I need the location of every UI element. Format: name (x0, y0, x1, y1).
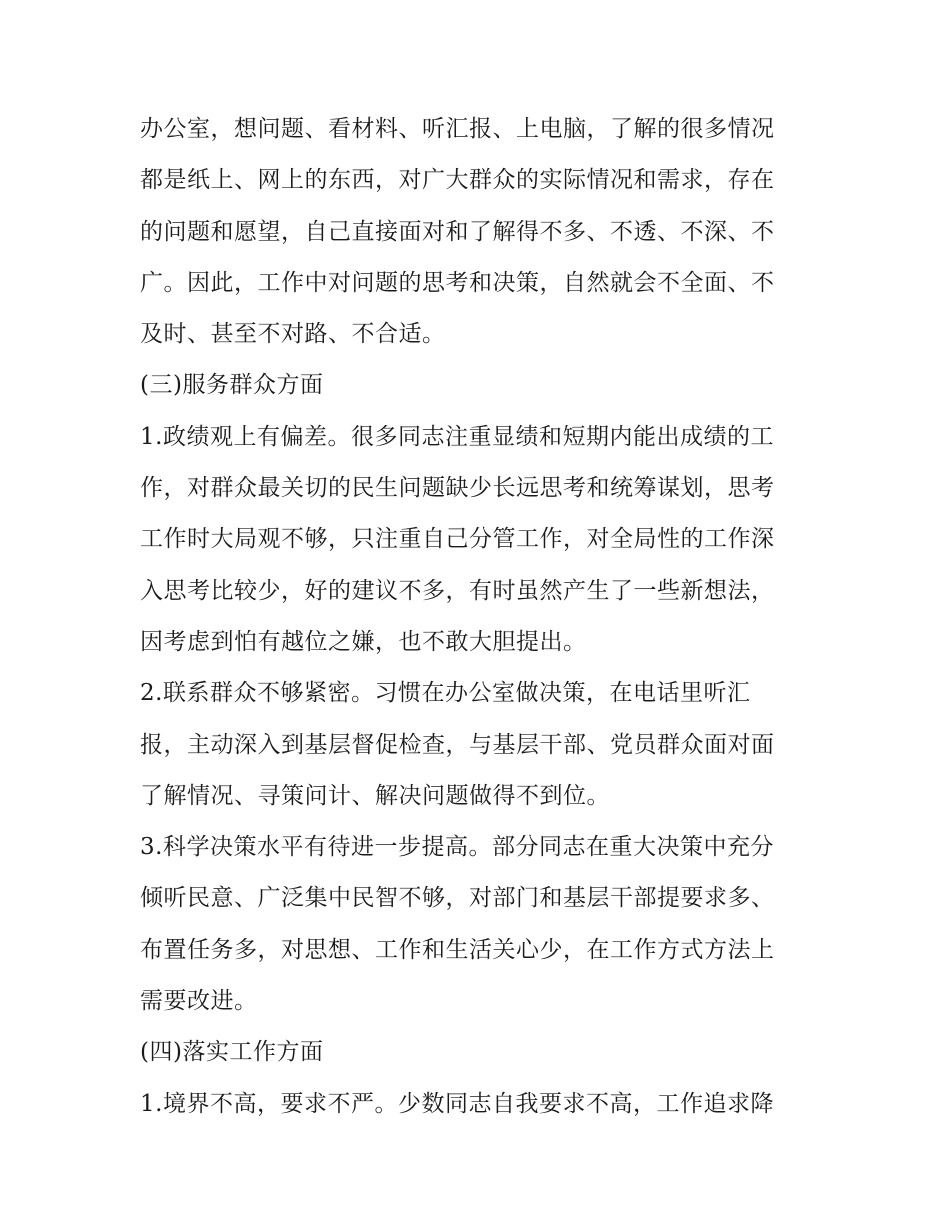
section-heading: (三)服务群众方面 (140, 372, 324, 399)
text-line: 1.政绩观上有偏差。很多同志注重显绩和短期内能出成绩的工 (140, 423, 774, 450)
section-heading: (四)落实工作方面 (140, 1039, 324, 1066)
text-line: 因考虑到怕有越位之嫌，也不敢大胆提出。 (140, 628, 587, 655)
text-line: 入思考比较少，好的建议不多，有时虽然产生了一些新想法， (140, 577, 775, 604)
text-line: 1.境界不高，要求不严。少数同志自我要求不高，工作追求降 (140, 1090, 774, 1117)
text-line: 广。因此，工作中对问题的思考和决策，自然就会不全面、不 (140, 269, 775, 296)
text-line: 作，对群众最关切的民生问题缺少长远思考和统筹谋划，思考 (140, 475, 775, 502)
text-line: 工作时大局观不够，只注重自己分管工作，对全局性的工作深 (140, 526, 775, 553)
text-line: 倾听民意、广泛集中民智不够，对部门和基层干部提要求多、 (140, 885, 775, 912)
text-line: 都是纸上、网上的东西，对广大群众的实际情况和需求，存在 (140, 167, 775, 194)
document-body (140, 104, 820, 1130)
text-line: 的问题和愿望，自己直接面对和了解得不多、不透、不深、不 (140, 218, 775, 245)
text-line: 办公室，想问题、看材料、听汇报、上电脑，了解的很多情况 (140, 116, 775, 142)
text-line: 报，主动深入到基层督促检查，与基层干部、党员群众面对面 (140, 731, 775, 758)
text-line: 需要改进。 (140, 988, 258, 1015)
text-line: 及时、甚至不对路、不合适。 (140, 321, 446, 348)
text-line: 了解情况、寻策问计、解决问题做得不到位。 (140, 782, 610, 809)
text-line: 3.科学决策水平有待进一步提高。部分同志在重大决策中充分 (140, 834, 774, 861)
text-line: 2.联系群众不够紧密。习惯在办公室做决策，在电话里听汇 (140, 680, 751, 707)
text-line: 布置任务多，对思想、工作和生活关心少，在工作方式方法上 (140, 936, 775, 963)
